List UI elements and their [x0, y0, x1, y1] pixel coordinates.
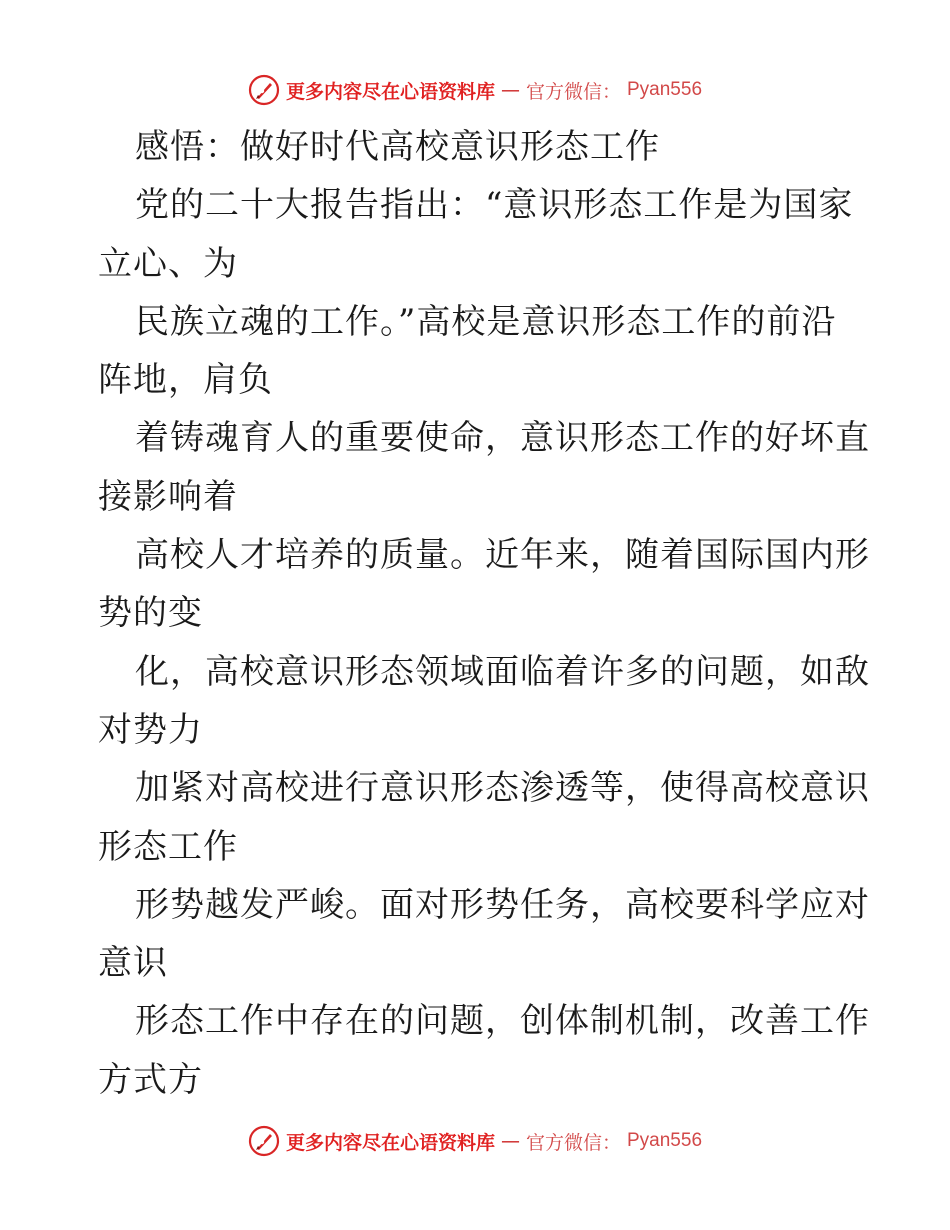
- text-line: 民族立魂的工作。”高校是意识形态工作的前沿: [135, 301, 837, 342]
- banner-main-text: 更多内容尽在心语资料库: [285, 80, 495, 103]
- text-line: 势的变: [98, 593, 203, 634]
- text-line: 加紧对高校进行意识形态渗透等，使得高校意识: [135, 768, 870, 809]
- text-line: 方式方: [98, 1059, 203, 1100]
- text-line: 党的二十大报告指出：“意识形态工作是为国家: [135, 185, 854, 226]
- text-line: 化，高校意识形态领域面临着许多的问题，如敌: [135, 651, 870, 692]
- text-line: 意识: [98, 943, 168, 984]
- text-line: 阵地，肩负: [98, 360, 273, 401]
- text-line: 形势越发严峻。面对形势任务，高校要科学应对: [135, 884, 870, 925]
- document-title: 感悟：做好时代高校意识形态工作: [135, 127, 660, 167]
- banner-dash: —: [500, 79, 520, 101]
- quill-pen-logo-icon: [248, 74, 280, 106]
- text-line: 接影响着: [98, 476, 238, 517]
- banner-wechat-label: 官方微信：: [525, 80, 621, 103]
- text-line: 对势力: [98, 709, 203, 750]
- banner-wechat-id: Pyan556: [627, 79, 703, 100]
- banner-wechat-label: 官方微信：: [525, 1131, 621, 1154]
- text-line: 着铸魂育人的重要使命，意识形态工作的好坏直: [135, 418, 870, 459]
- text-line: 立心、为: [98, 243, 238, 284]
- text-line: 形态工作: [98, 826, 238, 867]
- quill-pen-logo-icon: [248, 1125, 280, 1157]
- document-body: [98, 118, 870, 1109]
- banner-main-text: 更多内容尽在心语资料库: [285, 1131, 495, 1154]
- text-line: 高校人才培养的质量。近年来，随着国际国内形: [135, 535, 870, 576]
- text-line: 形态工作中存在的问题，创体制机制，改善工作: [135, 1001, 870, 1042]
- banner-wechat-id: Pyan556: [627, 1130, 703, 1151]
- footer-banner: [0, 1121, 950, 1161]
- banner-dash: —: [500, 1130, 520, 1152]
- header-banner: [0, 70, 950, 110]
